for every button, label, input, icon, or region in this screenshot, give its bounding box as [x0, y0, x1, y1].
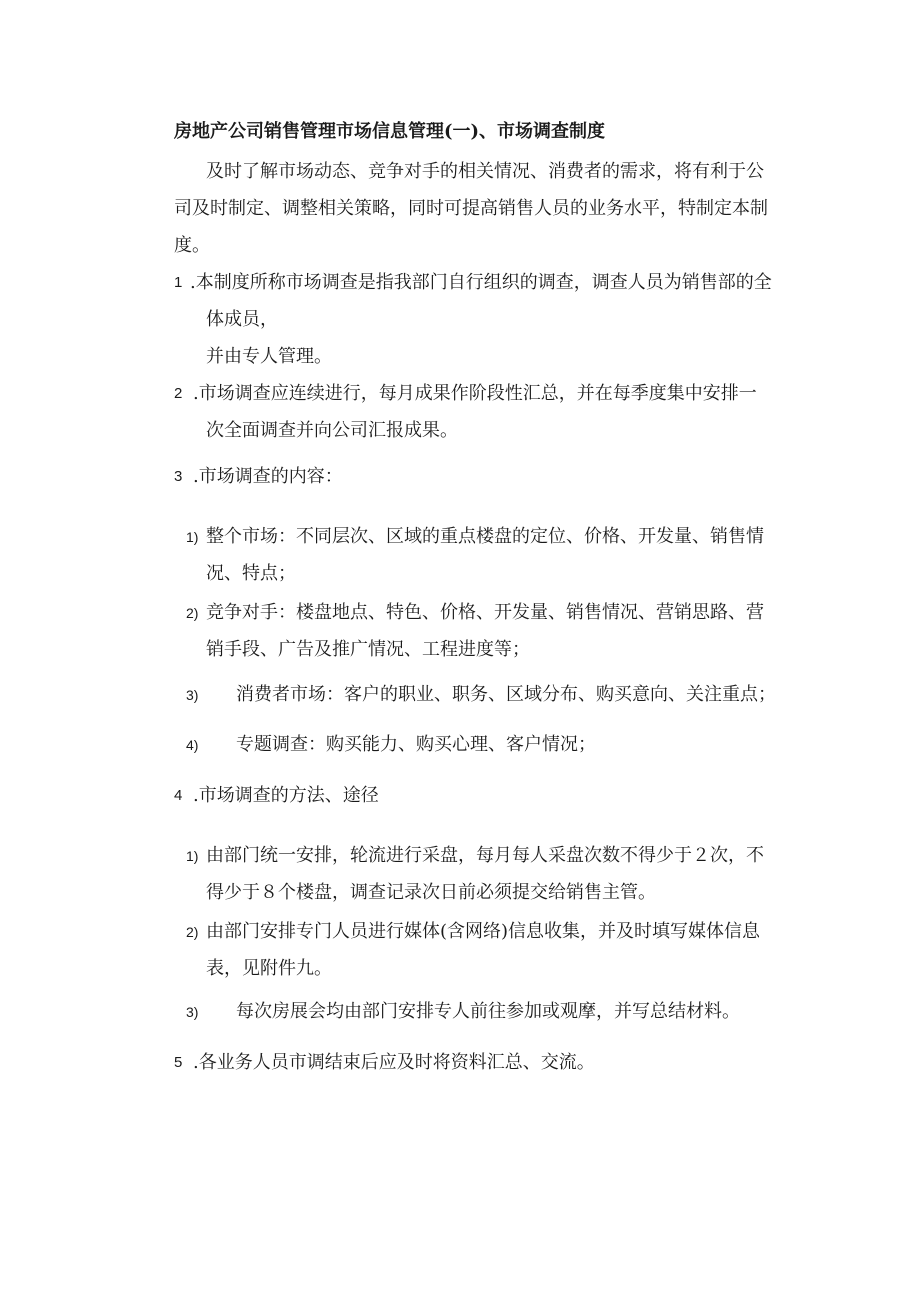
item-1-line-1: .本制度所称市场调查是指我部门自行组织的调查，调查人员为销售部的全: [190, 272, 772, 293]
item-3-sub-4-line-1: 专题调查：购买能力、购买心理、客户情况；: [236, 734, 596, 755]
item-4-sub-3-number: 3): [186, 1004, 199, 1020]
document-title: 房地产公司销售管理市场信息管理(一)、市场调查制度: [174, 121, 606, 142]
item-4-sub-1-number: 1): [186, 848, 199, 864]
item-3-sub-1-number: 1): [186, 529, 199, 545]
item-3-sub-2-line-1: 竞争对手：楼盘地点、特色、价格、开发量、销售情况、营销思路、营: [206, 602, 764, 623]
item-4-sub-2-line-2: 表，见附件九。: [206, 958, 332, 979]
item-4-sub-1-line-2: 得少于８个楼盘，调查记录次日前必须提交给销售主管。: [206, 882, 656, 903]
item-3-sub-3-line-1: 消费者市场：客户的职业、职务、区域分布、购买意向、关注重点；: [236, 684, 776, 705]
item-3-sub-1-line-1: 整个市场：不同层次、区域的重点楼盘的定位、价格、开发量、销售情: [206, 526, 764, 547]
item-2-line-1: .市场调查应连续进行，每月成果作阶段性汇总，并在每季度集中安排一: [193, 383, 757, 404]
item-4-line-1: .市场调查的方法、途径: [193, 785, 379, 806]
item-3-sub-2-line-2: 销手段、广告及推广情况、工程进度等；: [206, 639, 530, 660]
item-1-line-2: 体成员，: [206, 309, 278, 330]
item-1-number: 1: [174, 274, 183, 291]
item-4-sub-2-number: 2): [186, 924, 199, 940]
item-4-number: 4: [174, 787, 183, 804]
item-3-number: 3: [174, 468, 183, 485]
item-3-sub-2-number: 2): [186, 605, 199, 621]
intro-line-1: 及时了解市场动态、竞争对手的相关情况、消费者的需求，将有利于公: [206, 161, 764, 182]
item-4-sub-3-line-1: 每次房展会均由部门安排专人前往参加或观摩，并写总结材料。: [236, 1001, 740, 1022]
item-4-sub-2-line-1: 由部门安排专门人员进行媒体(含网络)信息收集，并及时填写媒体信息: [206, 921, 761, 942]
item-3-sub-1-line-2: 况、特点；: [206, 563, 296, 584]
item-2-line-2: 次全面调查并向公司汇报成果。: [206, 420, 458, 441]
item-3-line-1: .市场调查的内容：: [193, 466, 343, 487]
intro-line-3: 度。: [174, 235, 210, 256]
item-1-line-3: 并由专人管理。: [206, 346, 332, 367]
item-3-sub-4-number: 4): [186, 737, 199, 753]
item-2-number: 2: [174, 385, 183, 402]
intro-line-2: 司及时制定、调整相关策略，同时可提高销售人员的业务水平，特制定本制: [174, 198, 768, 219]
item-5-number: 5: [174, 1054, 183, 1071]
item-4-sub-1-line-1: 由部门统一安排，轮流进行采盘，每月每人采盘次数不得少于２次，不: [206, 845, 764, 866]
item-5-line-1: .各业务人员市调结束后应及时将资料汇总、交流。: [193, 1052, 595, 1073]
item-3-sub-3-number: 3): [186, 687, 199, 703]
